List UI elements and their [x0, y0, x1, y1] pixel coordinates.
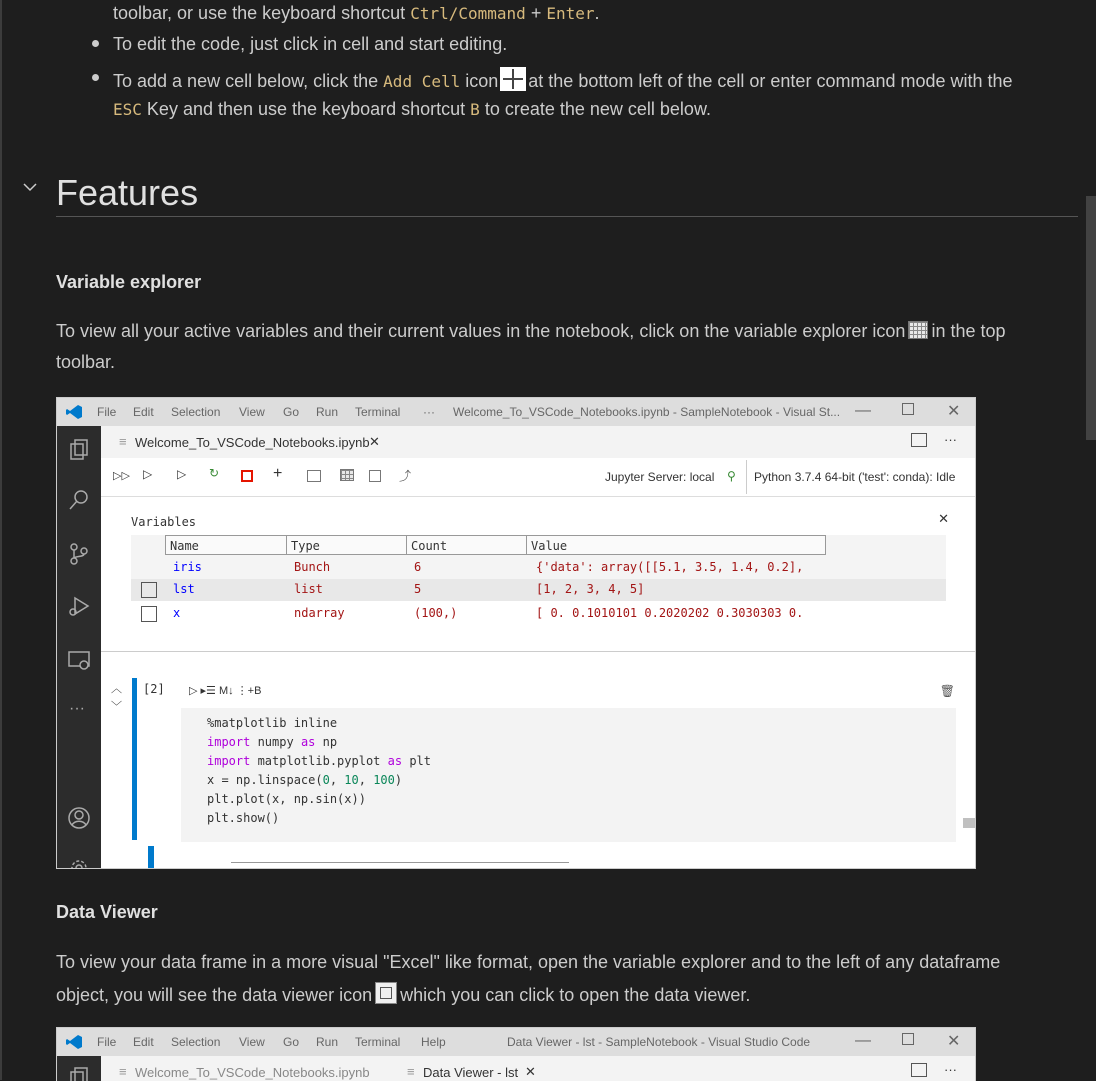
row-x-count: (100,) [414, 606, 458, 620]
add-cell-icon [500, 67, 526, 91]
run-all-icon[interactable]: ▷▷ [113, 470, 130, 482]
source-control-icon[interactable] [67, 542, 91, 566]
menu-more[interactable]: ··· [423, 405, 435, 419]
bullet-edit-code: To edit the code, just click in cell and start editing. [113, 34, 508, 54]
menu-run[interactable]: Run [316, 405, 339, 419]
row-lst-count: 5 [414, 582, 422, 596]
editor-left-border [0, 0, 2, 1080]
interrupt-icon[interactable] [241, 470, 253, 482]
code-cell-editor[interactable] [181, 708, 956, 842]
maximize-icon[interactable] [902, 1033, 914, 1045]
text: icon [465, 71, 499, 91]
chevron-down-icon[interactable]: ﹀ [111, 701, 122, 713]
row-lst-type: list [294, 582, 323, 596]
chevron-down-icon[interactable] [22, 180, 38, 194]
row-iris-type: Bunch [294, 560, 331, 574]
bullet-add-cell-line1 [113, 67, 1013, 93]
inline-code-esc: ESC [113, 100, 142, 119]
data-viewer-icon [375, 982, 397, 1004]
menu-run[interactable]: Run [316, 1035, 339, 1049]
search-icon[interactable] [67, 488, 91, 512]
menu-selection[interactable]: Selection [171, 1035, 221, 1049]
connected-icon: ⚲ [727, 469, 736, 483]
restart-kernel-icon[interactable]: ↻ [209, 466, 220, 480]
more-actions-icon[interactable]: ··· [944, 1062, 957, 1077]
title-bar [57, 398, 975, 426]
variable-explorer-icon [908, 321, 928, 339]
remote-explorer-icon[interactable] [67, 648, 91, 672]
minimap-slider[interactable] [963, 818, 975, 828]
col-value-header[interactable]: Value [526, 535, 826, 555]
vscode-logo-icon [65, 404, 83, 420]
tab-notebook[interactable]: Welcome_To_VSCode_Notebooks.ipynb [135, 435, 370, 450]
bullet-dot [92, 74, 99, 81]
variables-title: Variables [131, 515, 197, 529]
plus-text: + [530, 3, 542, 23]
text: to create the new cell below. [484, 99, 711, 119]
cell-selection-bar [132, 678, 137, 840]
close-tab-icon[interactable]: ✕ [525, 1064, 536, 1079]
close-icon[interactable]: ✕ [947, 1033, 961, 1050]
add-cell-icon[interactable]: + [273, 465, 283, 482]
explorer-icon[interactable] [67, 1066, 91, 1081]
code-line-3: import matplotlib.pyplot as plt [207, 754, 431, 768]
run-above-icon[interactable]: ▷ [143, 467, 153, 481]
window-title: Data Viewer - lst - SampleNotebook - Visual Studio Code [507, 1035, 811, 1049]
minimize-icon[interactable]: — [855, 1032, 871, 1049]
bullet-dot [92, 40, 99, 47]
data-viewer-icon[interactable] [141, 582, 157, 598]
close-icon[interactable]: ✕ [947, 403, 961, 420]
row-iris-value: {'data': array([[5.1, 3.5, 1.4, 0.2], [536, 560, 804, 574]
variable-explorer-para-line2: toolbar. [56, 352, 116, 372]
text: To view all your active variables and their current values in the notebook, click on the variable explorer icon [56, 321, 906, 341]
split-editor-icon[interactable] [911, 1063, 927, 1077]
variable-explorer-para-line1 [56, 320, 1006, 342]
tab-notebook[interactable]: Welcome_To_VSCode_Notebooks.ipynb [135, 1065, 370, 1080]
text: at the bottom left of the cell or enter command mode with the [528, 71, 1013, 91]
inline-code-b: B [470, 100, 480, 119]
run-debug-icon[interactable] [67, 594, 91, 618]
more-actions-icon[interactable]: ··· [944, 432, 957, 447]
menu-terminal[interactable]: Terminal [355, 405, 401, 419]
heading-underline [56, 216, 1078, 217]
row-x-type: ndarray [294, 606, 345, 620]
next-cell-selection-bar [148, 846, 154, 869]
code-line-7: plt.show() [207, 811, 280, 825]
intro-line-1 [113, 2, 600, 25]
account-icon[interactable] [67, 806, 91, 830]
period: . [594, 3, 600, 23]
variables-panel [101, 497, 975, 653]
inline-code-ctrl: Ctrl/Command [410, 4, 526, 23]
minimize-icon[interactable]: — [855, 402, 871, 419]
notebook-cells [101, 652, 975, 868]
jupyter-server-status[interactable]: Jupyter Server: local [605, 470, 715, 484]
maximize-icon[interactable] [902, 403, 914, 415]
more-icon[interactable]: ··· [69, 700, 85, 717]
clear-outputs-icon[interactable] [307, 470, 321, 482]
intro-text: toolbar, or use the keyboard shortcut [113, 3, 406, 23]
text: in the top [931, 321, 1006, 341]
menu-edit[interactable]: Edit [133, 405, 154, 419]
chevron-up-icon[interactable]: ︿ [111, 683, 122, 695]
split-editor-icon[interactable] [911, 433, 927, 447]
data-viewer-icon[interactable] [141, 606, 157, 622]
text: object, you will see the data viewer icon [56, 985, 373, 1005]
file-icon: ≡ [119, 1064, 127, 1079]
title-bar [57, 1028, 975, 1056]
file-icon: ≡ [119, 434, 127, 449]
run-cell-icon[interactable]: ▷ ▸☰ M↓ ⋮+B [189, 685, 262, 697]
code-line-1: %matplotlib inline [207, 716, 338, 730]
inline-code-enter: Enter [546, 4, 595, 23]
menu-go[interactable]: Go [283, 405, 300, 419]
menu-terminal[interactable]: Terminal [355, 1035, 401, 1049]
tab-data-viewer[interactable]: Data Viewer - lst [423, 1065, 519, 1080]
notebook-toolbar [101, 458, 975, 497]
editor-tab-bar [101, 426, 975, 458]
save-icon[interactable] [369, 470, 381, 482]
divider [746, 460, 747, 494]
row-iris-count: 6 [414, 560, 422, 574]
text: which you can click to open the data viewer. [400, 985, 751, 1005]
code-line-5: x = np.linspace(0, 10, 100) [207, 773, 403, 787]
menu-selection[interactable]: Selection [171, 405, 221, 419]
scrollbar-thumb[interactable] [1086, 196, 1096, 440]
row-x-name: x [173, 606, 181, 620]
col-type-header[interactable]: Type [286, 535, 407, 555]
code-line-2: import numpy as np [207, 735, 338, 749]
vscode-logo-icon [65, 1034, 83, 1050]
explorer-icon[interactable] [67, 438, 91, 462]
vscode-screenshot-data-viewer [56, 1027, 976, 1081]
menu-go[interactable]: Go [283, 1035, 300, 1049]
run-below-icon[interactable]: ▷ [177, 467, 187, 481]
features-heading: Features [56, 172, 199, 213]
close-variables-icon[interactable]: ✕ [938, 511, 949, 526]
menu-edit[interactable]: Edit [133, 1035, 154, 1049]
menu-view[interactable]: View [239, 405, 265, 419]
variable-explorer-heading: Variable explorer [56, 272, 202, 292]
row-lst-value: [1, 2, 3, 4, 5] [536, 582, 645, 596]
window-title: Welcome_To_VSCode_Notebooks.ipynb - SampleNotebook - Visual St... [453, 405, 841, 419]
menu-help[interactable]: Help [421, 1035, 446, 1049]
export-icon[interactable]: ⤴ [399, 469, 412, 483]
file-icon: ≡ [407, 1064, 415, 1079]
row-x-value: [ 0. 0.1010101 0.2020202 0.3030303 0. [536, 606, 804, 620]
data-viewer-para-line1: To view your data frame in a more visual "Excel" like format, open the variable explorer and to the left of any dataframe [56, 952, 1001, 972]
menu-file[interactable]: File [97, 1035, 117, 1049]
col-name-header[interactable]: Name [165, 535, 287, 555]
menu-file[interactable]: File [97, 405, 117, 419]
bullet-add-cell-line2 [113, 98, 711, 121]
data-viewer-heading: Data Viewer [56, 902, 158, 922]
variable-explorer-icon[interactable] [340, 469, 354, 481]
row-lst-name: lst [173, 582, 195, 596]
kernel-status[interactable]: Python 3.7.4 64-bit ('test': conda): Idle [754, 470, 956, 484]
menu-view[interactable]: View [239, 1035, 265, 1049]
text: To add a new cell below, click the [113, 71, 379, 91]
activity-bar [57, 1056, 101, 1081]
plot-output-top [231, 862, 569, 863]
execution-count: [2] [143, 682, 165, 696]
gear-icon[interactable] [67, 856, 91, 869]
close-tab-icon[interactable]: ✕ [369, 434, 380, 449]
vscode-screenshot-variables [56, 397, 976, 869]
delete-cell-icon[interactable]: 🗑 [939, 684, 955, 698]
activity-bar [57, 426, 101, 868]
code-line-6: plt.plot(x, np.sin(x)) [207, 792, 366, 806]
inline-code-add-cell: Add Cell [383, 72, 461, 91]
data-viewer-para-line2 [56, 982, 750, 1006]
editor-tab-bar [101, 1056, 975, 1081]
text: Key and then use the keyboard shortcut [146, 99, 466, 119]
col-count-header[interactable]: Count [406, 535, 527, 555]
row-iris-name: iris [173, 560, 202, 574]
